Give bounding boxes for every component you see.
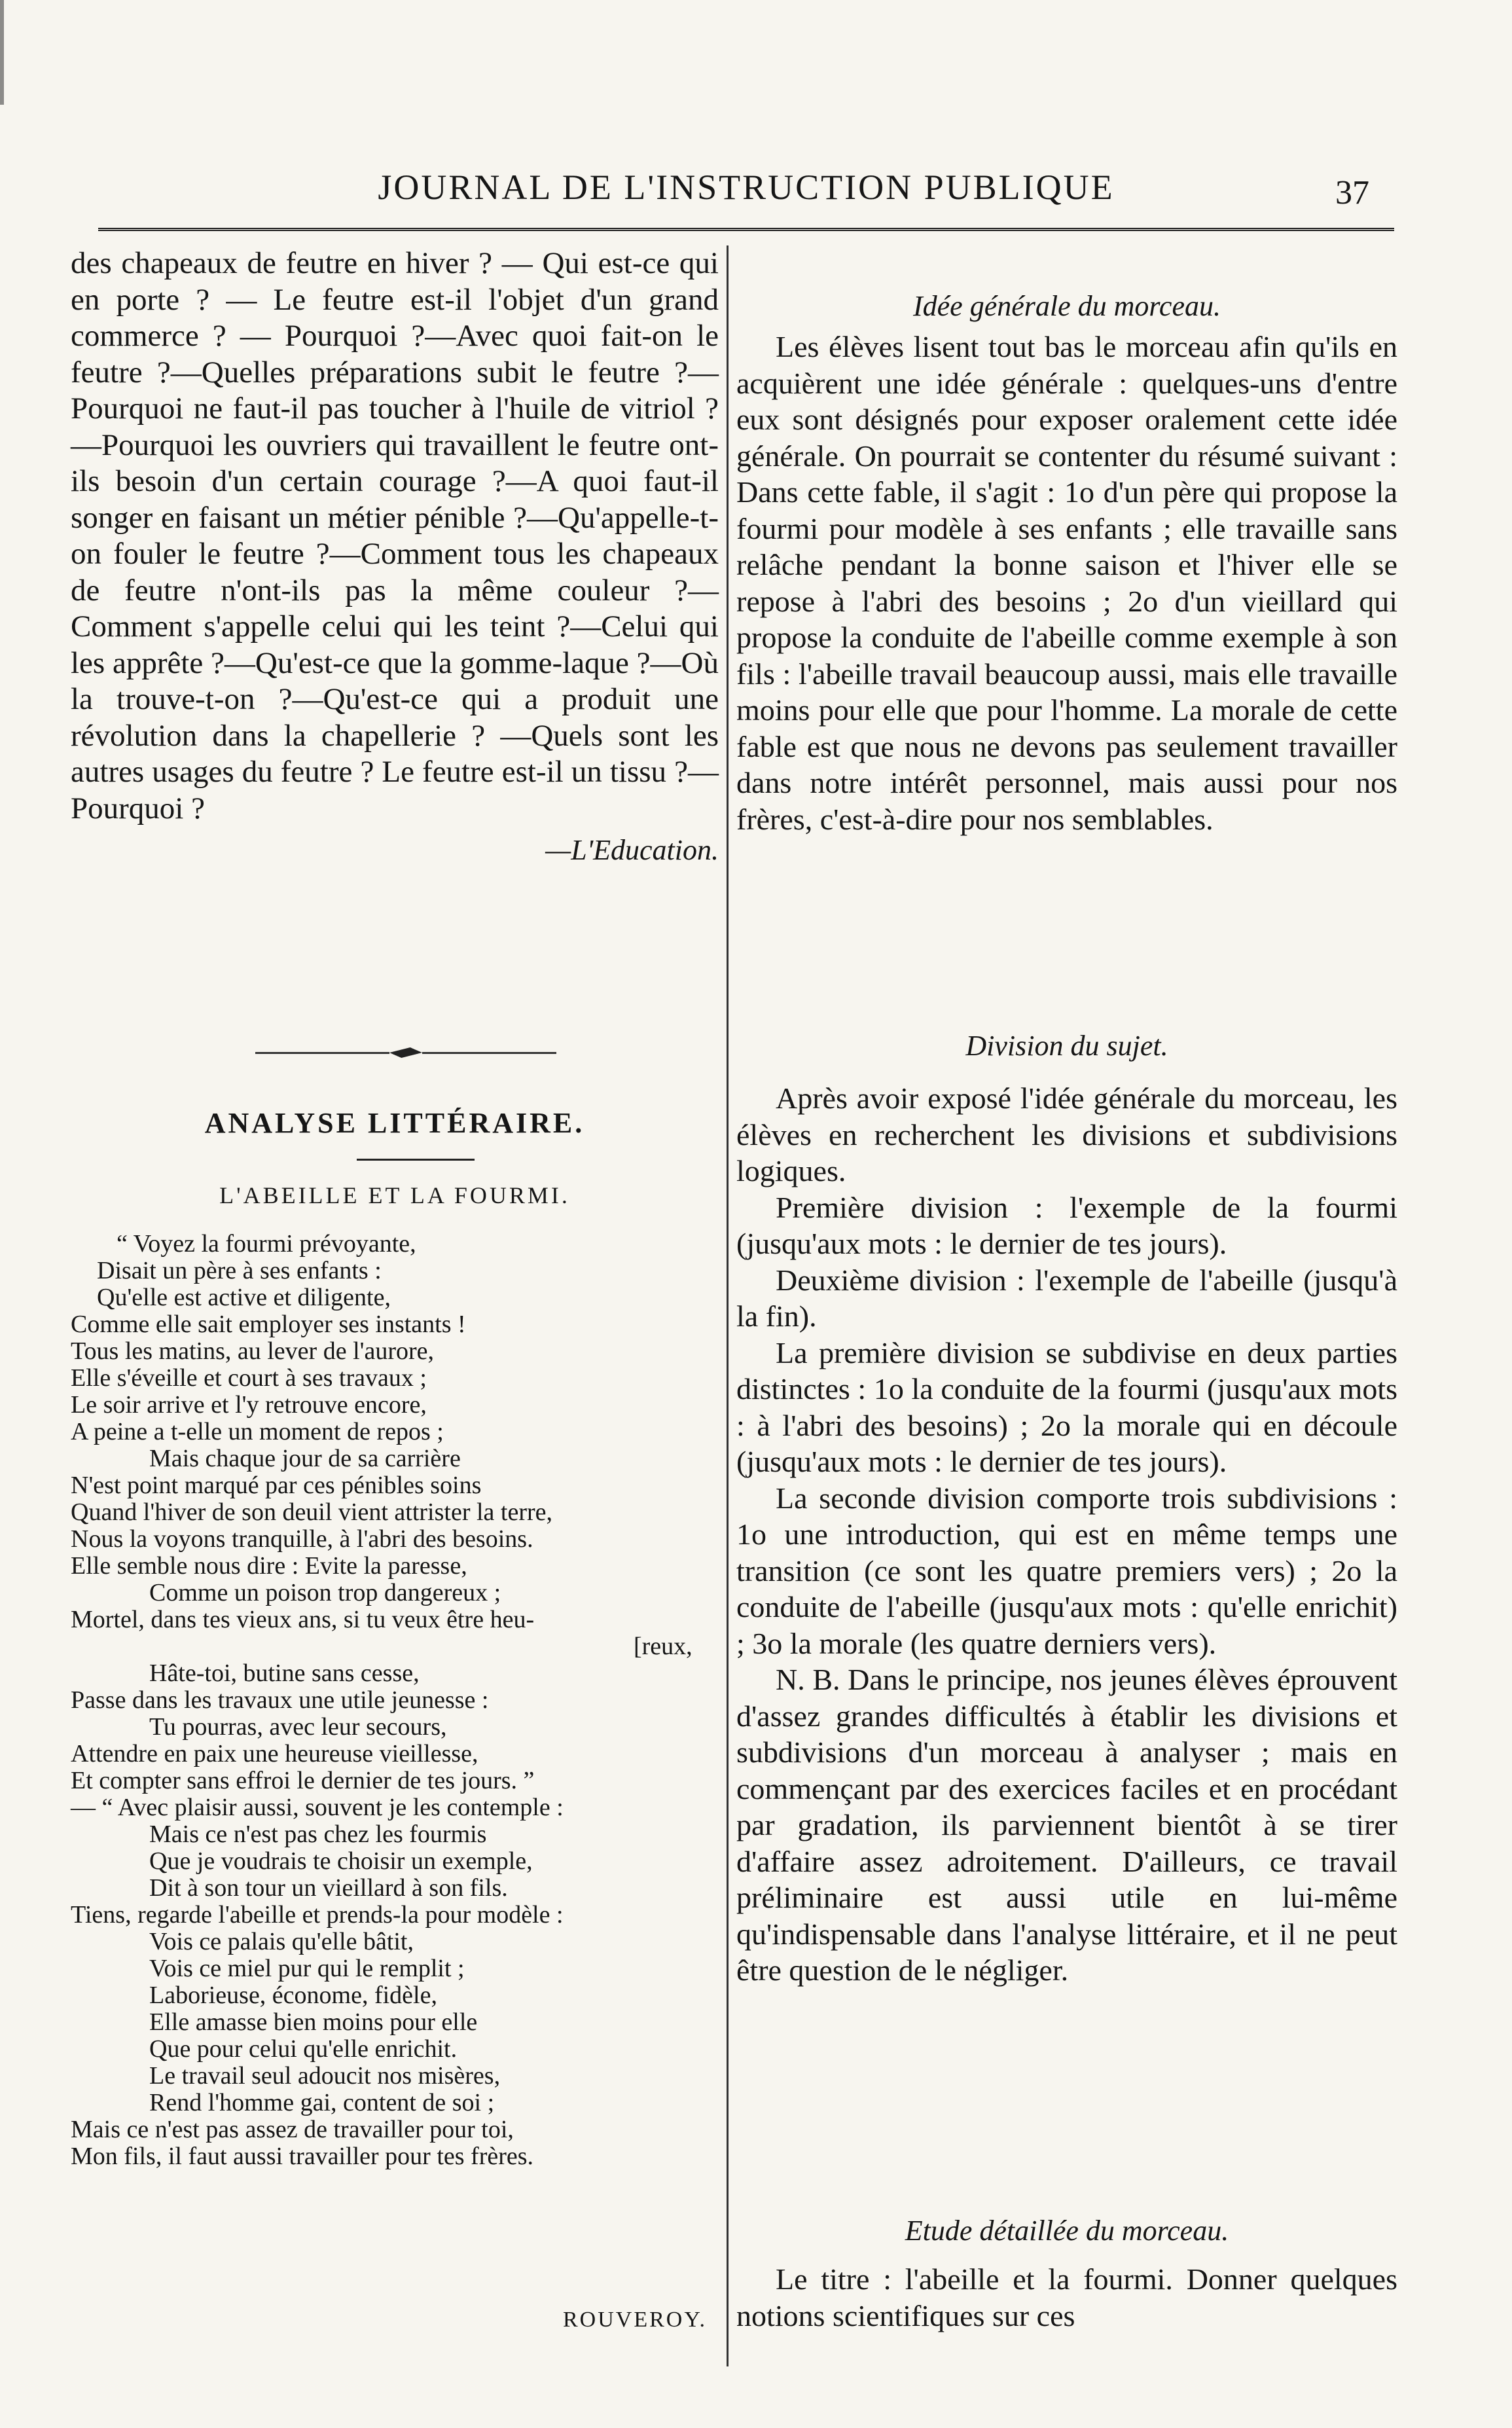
division-paragraph-1: Après avoir exposé l'idée générale du morceau, les élèves en recherchent les divisions et subdivisions logiques.: [736, 1081, 1397, 1187]
journal-title: JOURNAL DE L'INSTRUCTION PUBLIQUE: [378, 168, 1115, 207]
poem-verse: Elle amasse bien moins pour elle: [149, 2008, 478, 2036]
questions-paragraph: des chapeaux de feutre en hiver ? — Qui est-ce qui en porte ? — Le feutre est-il l'objet d'un grand commerce ? — Pourquoi ?—Avec quoi fait-on le feutre ?—Quelles préparations subit le feutre ?—Pourquoi ne faut-il pas toucher à l'huile de vitriol ?—Pourquoi les ouvriers qui travaillent le feutre ont-ils besoin d'un certain courage ?—A quoi faut-il songer en faisant un métier pénible ?—Qu'appelle-t-on fouler le feutre ?—Comment tous les chapeaux de feutre n'ont-ils pas la même couleur ?—Comment s'appelle celui qui les teint ?—Celui qui les apprête ?—Qu'est-ce que la gomme-laque ?—Où la trouve-t-on ?—Qu'est-ce qui a produit une révolution dans la chapellerie ? —Quels sont les autres usages du feutre ? Le feutre est-il un tissu ?—Pourquoi ?: [71, 246, 719, 825]
poem-verse: Hâte-toi, butine sans cesse,: [149, 1659, 420, 1687]
poem-verse: Le travail seul adoucit nos misères,: [149, 2062, 501, 2090]
poem-title: L'ABEILLE ET LA FOURMI.: [219, 1182, 570, 1208]
poem-author: ROUVEROY.: [562, 2308, 707, 2332]
poem-verse: Mais ce n'est pas assez de travailler pour toi,: [71, 2116, 514, 2143]
poem-verse: Tous les matins, au lever de l'aurore,: [71, 1337, 435, 1365]
idee-paragraph: Les élèves lisent tout bas le morceau afin qu'ils en acquièrent une idée générale : quelques-uns d'entre eux sont désignés pour exposer oralement cette idée générale. On pourrait se contenter du résumé suivant : Dans cette fable, il s'agit : 1o d'un père qui propose la fourmi pour modèle à ses enfants ; elle travaille sans relâche pendant la bonne saison et l'hiver elle se repose à l'abri des besoins ; 2o d'un vieillard qui propose la conduite de l'abeille comme exemple à son fils : l'abeille travail beaucoup aussi, mais elle travaille moins pour elle que pour l'homme. La morale de cette fable est que nous ne devons pas seulement travailler dans notre intérêt personnel, mais aussi pour nos frères, c'est-à-dire pour nos semblables.: [736, 330, 1397, 836]
poem-verse: Rend l'homme gai, content de soi ;: [149, 2089, 495, 2116]
poem: [71, 1231, 719, 2197]
poem-verse: Quand l'hiver de son deuil vient attrister la terre,: [71, 1498, 552, 1526]
poem-verse: Passe dans les travaux une utile jeunesse :: [71, 1686, 489, 1714]
division-paragraph-4: La première division se subdivise en deux parties distinctes : 1o la conduite de la fourmi (jusqu'aux mots : à l'abri des besoins) ; 2o la morale qui en découle (jusqu'aux mots : le dernier de tes jours).: [736, 1335, 1397, 1478]
ornament-diamond: [385, 1047, 426, 1058]
poem-verse: Attendre en paix une heureuse vieillesse,: [71, 1740, 478, 1767]
etude-paragraph: Le titre : l'abeille et la fourmi. Donner quelques notions scientifiques sur ces: [736, 2262, 1397, 2332]
idee-section: [736, 288, 1397, 837]
poem-verse: Mortel, dans tes vieux ans, si tu veux être heu-: [71, 1606, 535, 1633]
page-edge-mark: [0, 0, 24, 105]
poem-verse: Le soir arrive et l'y retrouve encore,: [71, 1391, 427, 1419]
poem-verse: Qu'elle est active et diligente,: [97, 1284, 391, 1311]
source-credit: —L'Education.: [545, 834, 719, 866]
poem-verse: N'est point marqué par ces pénibles soins: [71, 1472, 482, 1499]
poem-verse: Disait un père à ses enfants :: [97, 1257, 382, 1284]
poem-verse: — “ Avec plaisir aussi, souvent je les contemple :: [71, 1794, 564, 1821]
etude-heading: Etude détaillée du morceau.: [905, 2215, 1229, 2247]
division-heading: Division du sujet.: [965, 1030, 1168, 1062]
poem-verse: Nous la voyons tranquille, à l'abri des besoins.: [71, 1525, 533, 1553]
division-paragraph-3: Deuxième division : l'exemple de l'abeille (jusqu'à la fin).: [736, 1263, 1397, 1333]
poem-verse: Vois ce miel pur qui le remplit ;: [149, 1955, 465, 1982]
poem-verse: Tiens, regarde l'abeille et prends-la pour modèle :: [71, 1901, 564, 1929]
poem-verse: Comme elle sait employer ses instants !: [71, 1311, 466, 1338]
poem-verse: Mais chaque jour de sa carrière: [149, 1445, 461, 1472]
poem-verse: Tu pourras, avec leur secours,: [149, 1713, 447, 1741]
poem-verse: A peine a t-elle un moment de repos ;: [71, 1418, 444, 1445]
ornament-line-left: [255, 1052, 389, 1054]
section-ornament: [255, 1046, 556, 1059]
poem-verse: Dit à son tour un vieillard à son fils.: [149, 1874, 508, 1902]
poem-verse: Que pour celui qu'elle enrichit.: [149, 2035, 458, 2063]
poem-verse: Vois ce palais qu'elle bâtit,: [149, 1928, 414, 1955]
poem-verse: Et compter sans effroi le dernier de tes jours. ”: [71, 1767, 535, 1794]
poem-verse: Elle s'éveille et court à ses travaux ;: [71, 1364, 427, 1392]
poem-verse: [71, 2170, 719, 2197]
poem-verse: Mais ce n'est pas chez les fourmis: [149, 1821, 487, 1848]
division-paragraph-5: La seconde division comporte trois subdivisions : 1o une introduction, qui est en même temps une transition (ce sont les quatre premiers vers) ; 2o la conduite de l'abeille (jusqu'aux mots : qu'elle enrichit) ; 3o la morale (les quatre derniers vers).: [736, 1481, 1397, 1660]
division-paragraph-2: Première division : l'exemple de la fourmi (jusqu'aux mots : le dernier de tes jours).: [736, 1190, 1397, 1260]
poem-verse: [reux,: [634, 1633, 693, 1660]
etude-section: [736, 2213, 1397, 2334]
poem-verse: Elle semble nous dire : Evite la paresse,: [71, 1552, 467, 1580]
idee-heading: Idée générale du morceau.: [913, 290, 1221, 322]
page-number: 37: [1335, 174, 1369, 211]
poem-verse: Que je voudrais te choisir un exemple,: [149, 1847, 533, 1875]
header-rule: [98, 228, 1394, 231]
column-divider: [727, 245, 729, 2366]
page-header: [0, 167, 1512, 213]
poem-verse: Comme un poison trop dangereux ;: [149, 1579, 501, 1606]
division-paragraph-6: N. B. Dans le principe, nos jeunes élèves éprouvent d'assez grandes difficultés à établir les divisions et subdivisions d'un morceau à analyser ; mais en commençant par des exercices faciles et en procédant par gradation, ils parviennent bientôt à se tirer d'affaire assez adroitement. D'ailleurs, ce travail préliminaire est aussi utile en lui-même qu'indispensable dans l'analyse littéraire, et il ne peut être question de le négliger.: [736, 1663, 1397, 1987]
poem-verse: “ Voyez la fourmi prévoyante,: [117, 1230, 416, 1258]
left-column: [71, 245, 719, 869]
section-title: ANALYSE LITTÉRAIRE.: [204, 1107, 585, 1139]
section-underline: [357, 1159, 475, 1161]
poem-verse: Mon fils, il faut aussi travailler pour tes frères.: [71, 2143, 534, 2170]
ornament-line-right: [422, 1052, 556, 1054]
poem-verse: Laborieuse, économe, fidèle,: [149, 1982, 437, 2009]
division-section: [736, 1028, 1397, 1989]
